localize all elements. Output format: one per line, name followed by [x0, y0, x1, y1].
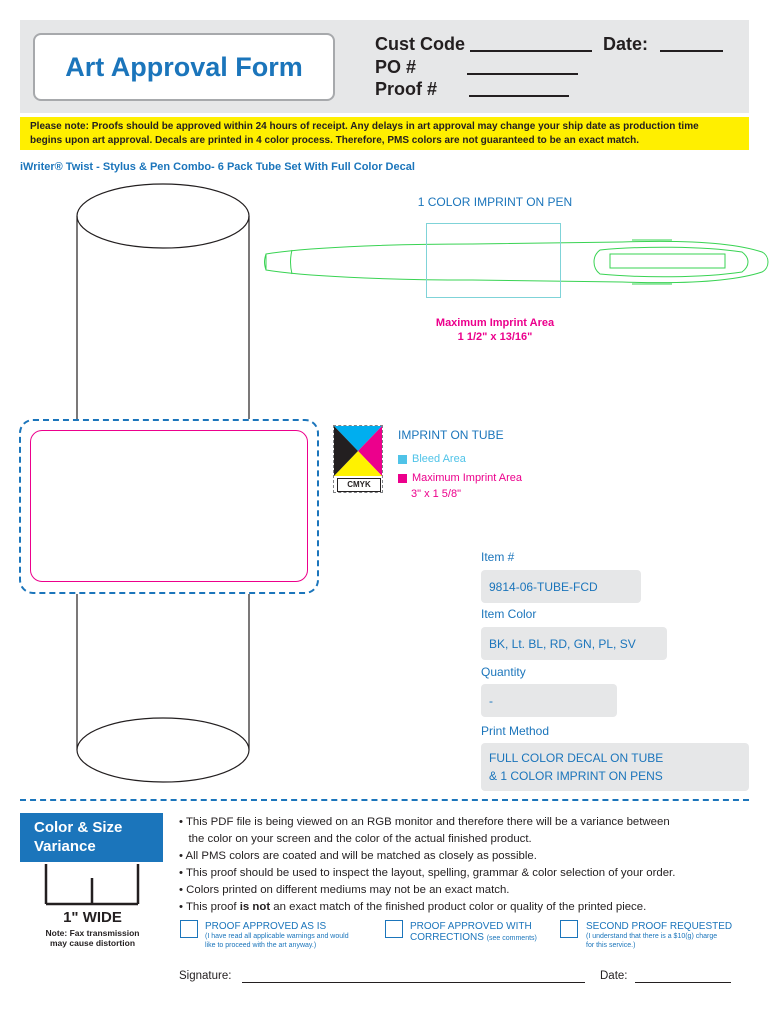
fax-note-line-2: may cause distortion	[49, 938, 136, 948]
legend-imprint-label: Maximum Imprint Area	[412, 472, 523, 484]
second-proof-sub-1: (I understand that there is a $10(g) charge	[586, 933, 718, 940]
pen-imprint-max-label: Maximum Imprint Area	[435, 317, 555, 329]
quantity-value: -	[481, 684, 617, 717]
po-label: PO #	[375, 57, 417, 77]
pen-imprint-heading: 1 COLOR IMPRINT ON PEN	[417, 195, 573, 209]
tube-imprint-area	[30, 430, 308, 582]
approval-notice	[20, 117, 749, 150]
approve-as-is-title: PROOF APPROVED AS IS	[205, 921, 327, 932]
last-bullet-post: an exact match of the finished product color or quality of the printed piece.	[270, 901, 647, 913]
second-proof-checkbox[interactable]	[560, 920, 578, 938]
variance-badge-line-2: Variance	[34, 838, 96, 855]
signature-row	[179, 970, 739, 982]
approve-as-is-sub-2: like to proceed with the art anyway.)	[205, 942, 317, 949]
cust-code-label: Cust Code	[375, 34, 465, 54]
variance-badge-line-1: Color & Size	[34, 819, 123, 836]
tube-bottom-ellipse	[77, 718, 249, 782]
product-title: iWriter® Twist - Stylus & Pen Combo- 6 Pack Tube Set With Full Color Decal	[20, 161, 415, 173]
bleed-swatch-icon	[398, 455, 407, 464]
approve-with-corrections-title-1: PROOF APPROVED WITH	[410, 921, 532, 932]
date-label: Date:	[603, 34, 649, 54]
pen-imprint-area	[426, 223, 561, 298]
approve-with-corrections-option	[410, 921, 537, 944]
pen-grip-line	[291, 250, 293, 274]
item-color-label: Item Color	[481, 607, 537, 621]
fax-note	[20, 928, 165, 948]
variance-bullet: • This PDF file is being viewed on an RGB monitor and therefore there will be a variance between	[179, 816, 670, 828]
tube-top-ellipse	[77, 184, 249, 248]
approve-as-is-sub-1: (I have read all applicable warnings and would	[205, 933, 349, 940]
pen-clip-window	[610, 254, 725, 268]
wide-label: 1" WIDE	[63, 909, 122, 926]
legend-bleed-label: Bleed Area	[412, 453, 466, 465]
variance-bullet-last	[179, 900, 646, 915]
form-title: Art Approval Form	[65, 51, 303, 82]
color-size-variance-badge	[20, 813, 163, 862]
print-method-value	[481, 743, 749, 791]
second-proof-option	[586, 921, 732, 950]
signature-date-field[interactable]	[635, 982, 731, 983]
width-scale-icon	[40, 864, 145, 908]
proof-field[interactable]	[469, 95, 569, 97]
print-method-line-1: FULL COLOR DECAL ON TUBE	[489, 751, 664, 765]
signature-field[interactable]	[242, 982, 585, 983]
pen-imprint-max	[400, 316, 590, 344]
variance-bullet: the color on your screen and the color of the actual finished product.	[179, 833, 532, 845]
print-method-label: Print Method	[481, 724, 550, 738]
approve-with-corrections-sub: (see comments)	[486, 935, 537, 942]
cmyk-label: CMYK	[337, 478, 381, 492]
signature-date-label: Date:	[600, 970, 628, 982]
second-proof-sub-2: for this service.)	[586, 942, 636, 949]
pen-imprint-max-size: 1 1/2" x 13/16"	[457, 331, 533, 343]
proof-label: Proof #	[375, 79, 438, 99]
cust-code-field[interactable]	[470, 50, 592, 52]
last-bullet-pre: • This proof	[179, 901, 240, 913]
approve-with-corrections-title-2: CORRECTIONS	[410, 932, 484, 943]
last-bullet-bold: is not	[239, 901, 271, 913]
notice-line-1: Please note: Proofs should be approved within 24 hours of receipt. Any delays in art approval may change your ship date as production time	[30, 121, 699, 132]
item-number-label: Item #	[481, 550, 515, 564]
item-number-value: 9814-06-TUBE-FCD	[481, 570, 641, 603]
item-color-value: BK, Lt. BL, RD, GN, PL, SV	[481, 627, 667, 660]
form-title-box	[33, 33, 335, 101]
fax-note-line-1: Note: Fax transmission	[45, 928, 140, 938]
notice-line-2: begins upon art approval. Decals are printed in 4 color process. Therefore, PMS colors are not guaranteed to be an exact match.	[30, 135, 640, 146]
imprint-swatch-icon	[398, 474, 407, 483]
cmyk-swatch-icon	[334, 426, 382, 476]
approve-as-is-checkbox[interactable]	[180, 920, 198, 938]
legend-imprint-size: 3" x 1 5/8"	[411, 488, 462, 500]
date-field[interactable]	[660, 50, 723, 52]
legend-bleed	[398, 453, 466, 465]
tube-imprint-heading: IMPRINT ON TUBE	[398, 428, 504, 442]
approve-with-corrections-title-2-row	[410, 932, 537, 944]
quantity-label: Quantity	[481, 665, 526, 679]
signature-label: Signature:	[179, 970, 232, 982]
variance-bullet: • All PMS colors are coated and will be matched as closely as possible.	[179, 850, 537, 862]
print-method-line-2: & 1 COLOR IMPRINT ON PENS	[489, 769, 663, 783]
variance-bullet: • This proof should be used to inspect the layout, spelling, grammar & color selection of your order.	[179, 867, 676, 879]
variance-bullet: • Colors printed on different mediums may not be an exact match.	[179, 884, 510, 896]
second-proof-title: SECOND PROOF REQUESTED	[586, 921, 733, 932]
section-divider	[20, 799, 749, 801]
approve-as-is-option	[205, 921, 349, 950]
po-field[interactable]	[467, 73, 578, 75]
legend-imprint	[398, 472, 522, 484]
approve-with-corrections-checkbox[interactable]	[385, 920, 403, 938]
